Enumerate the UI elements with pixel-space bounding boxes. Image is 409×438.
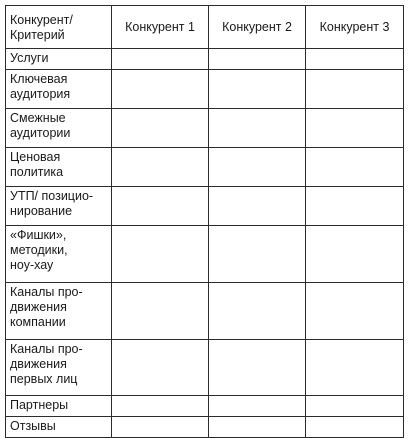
cell-competitor-2 xyxy=(209,417,306,438)
cell-competitor-3 xyxy=(306,340,404,396)
row-label-services: Услуги xyxy=(6,49,112,70)
table-row xyxy=(6,109,404,148)
cell-competitor-1 xyxy=(112,187,209,226)
row-label-reviews: Отзывы xyxy=(6,417,112,438)
cell-competitor-2 xyxy=(209,283,306,340)
row-label-key-audience: Ключевая аудитория xyxy=(6,70,112,109)
cell-competitor-2 xyxy=(209,70,306,109)
cell-competitor-3 xyxy=(306,148,404,187)
row-label-company-promotion-channels: Каналы про- движения компании xyxy=(6,283,112,340)
table-row xyxy=(6,187,404,226)
row-label-usp-positioning: УТП/ позицио- нирование xyxy=(6,187,112,226)
cell-competitor-1 xyxy=(112,109,209,148)
cell-competitor-3 xyxy=(306,49,404,70)
table-row xyxy=(6,396,404,417)
competitor-3-header: Конкурент 3 xyxy=(306,6,404,49)
table-row xyxy=(6,49,404,70)
cell-competitor-3 xyxy=(306,70,404,109)
cell-competitor-1 xyxy=(112,148,209,187)
cell-competitor-3 xyxy=(306,396,404,417)
cell-competitor-2 xyxy=(209,109,306,148)
row-label-partners: Партнеры xyxy=(6,396,112,417)
cell-competitor-3 xyxy=(306,187,404,226)
table-row xyxy=(6,283,404,340)
table-row xyxy=(6,226,404,283)
cell-competitor-2 xyxy=(209,340,306,396)
cell-competitor-2 xyxy=(209,49,306,70)
cell-competitor-3 xyxy=(306,417,404,438)
table-row xyxy=(6,148,404,187)
cell-competitor-2 xyxy=(209,187,306,226)
cell-competitor-3 xyxy=(306,109,404,148)
table-row xyxy=(6,417,404,438)
table-row xyxy=(6,70,404,109)
competitor-analysis-table xyxy=(5,5,404,438)
cell-competitor-2 xyxy=(209,148,306,187)
row-label-related-audiences: Смежные аудитории xyxy=(6,109,112,148)
row-label-leaders-promotion-channels: Каналы про- движения первых лиц xyxy=(6,340,112,396)
competitor-1-header: Конкурент 1 xyxy=(112,6,209,49)
cell-competitor-1 xyxy=(112,49,209,70)
row-label-pricing-policy: Ценовая политика xyxy=(6,148,112,187)
cell-competitor-2 xyxy=(209,226,306,283)
header-row xyxy=(6,6,404,49)
cell-competitor-2 xyxy=(209,396,306,417)
cell-competitor-3 xyxy=(306,226,404,283)
cell-competitor-1 xyxy=(112,283,209,340)
competitor-2-header: Конкурент 2 xyxy=(209,6,306,49)
cell-competitor-1 xyxy=(112,340,209,396)
criteria-header: Конкурент/ Критерий xyxy=(6,6,112,49)
cell-competitor-3 xyxy=(306,283,404,340)
cell-competitor-1 xyxy=(112,396,209,417)
cell-competitor-1 xyxy=(112,70,209,109)
cell-competitor-1 xyxy=(112,417,209,438)
table-row xyxy=(6,340,404,396)
row-label-features-methods: «Фишки», методики, ноу-хау xyxy=(6,226,112,283)
cell-competitor-1 xyxy=(112,226,209,283)
